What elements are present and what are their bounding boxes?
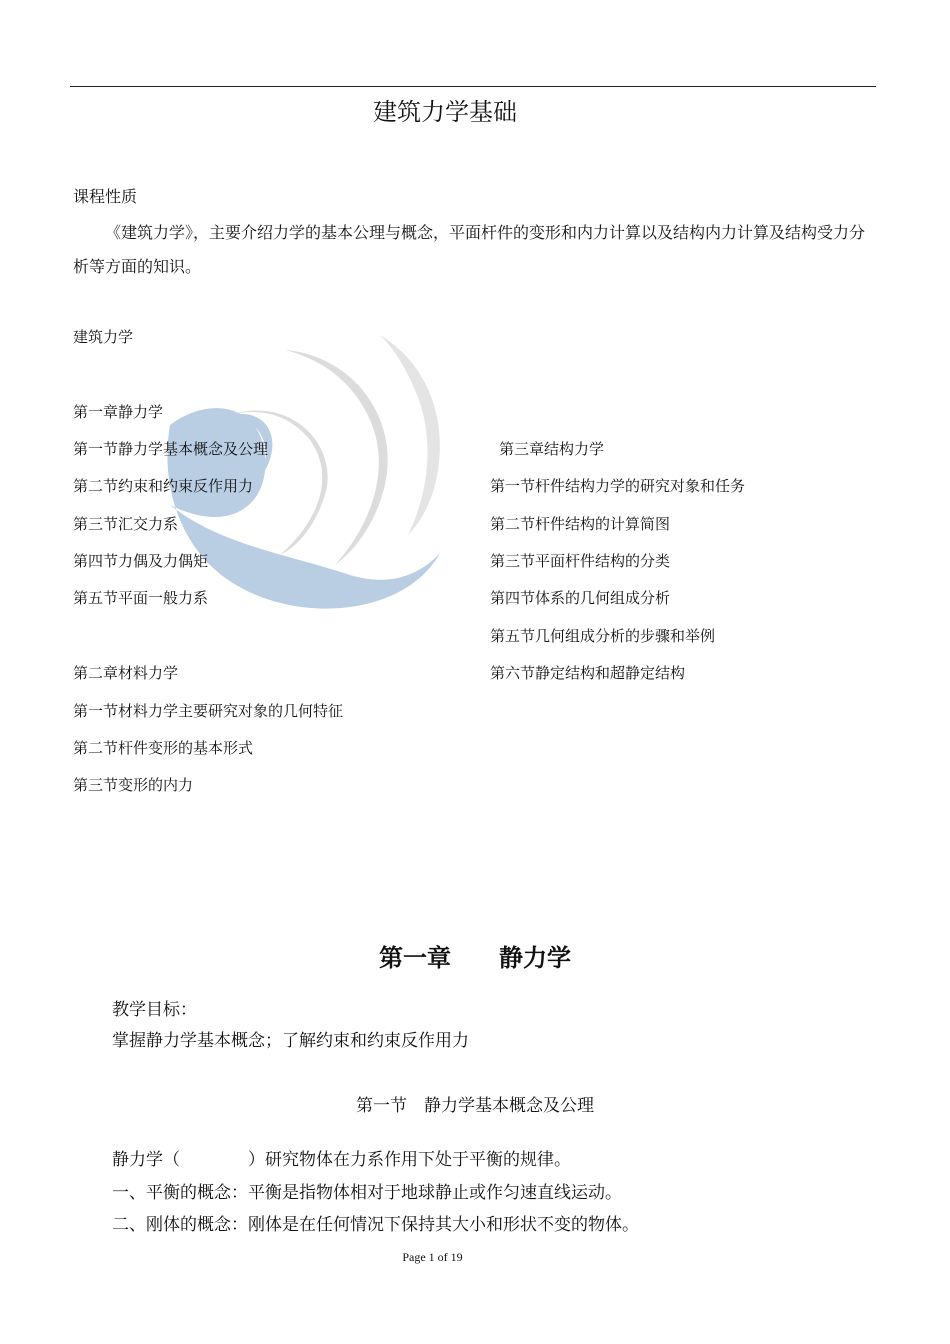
toc-chapter-3[interactable]: 第三章结构力学 bbox=[499, 440, 605, 458]
section-title: 第一节 静力学基本概念及公理 bbox=[356, 1096, 594, 1116]
body-line: 静力学（ ）研究物体在力系作用下处于平衡的规律。 bbox=[112, 1150, 571, 1170]
toc-item[interactable]: 第五节几何组成分析的步骤和举例 bbox=[490, 627, 716, 645]
chapter-title: 第一章 静力学 bbox=[379, 943, 571, 972]
section-heading: 课程性质 bbox=[73, 187, 138, 206]
objective-label: 教学目标： bbox=[112, 1000, 197, 1020]
toc-item[interactable]: 第二节杆件变形的基本形式 bbox=[73, 739, 254, 757]
body-line: 一、平衡的概念：平衡是指物体相对于地球静止或作匀速直线运动。 bbox=[112, 1183, 622, 1203]
toc-item[interactable]: 第三节平面杆件结构的分类 bbox=[490, 552, 671, 570]
toc-chapter-2[interactable]: 第二章材料力学 bbox=[73, 664, 179, 682]
top-rule bbox=[70, 86, 876, 87]
toc-heading: 建筑力学 bbox=[73, 328, 134, 346]
toc-item[interactable]: 第一节材料力学主要研究对象的几何特征 bbox=[73, 702, 344, 720]
toc-chapter-1[interactable]: 第一章静力学 bbox=[73, 403, 164, 421]
toc-item[interactable]: 第五节平面一般力系 bbox=[73, 589, 209, 607]
toc-item[interactable]: 第二节约束和约束反作用力 bbox=[73, 477, 254, 495]
toc-item[interactable]: 第一节杆件结构力学的研究对象和任务 bbox=[490, 477, 746, 495]
toc-item[interactable]: 第三节汇交力系 bbox=[73, 515, 179, 533]
toc-item[interactable]: 第一节静力学基本概念及公理 bbox=[73, 440, 269, 458]
toc-item[interactable]: 第三节变形的内力 bbox=[73, 776, 194, 794]
toc-item[interactable]: 第四节力偶及力偶矩 bbox=[73, 552, 209, 570]
intro-paragraph: 《建筑力学》，主要介绍力学的基本公理与概念，平面杆件的变形和内力计算以及结构内力计算及结构受力分析等方面的知识。 bbox=[73, 223, 866, 276]
watermark-gray-arc-outer bbox=[380, 335, 440, 535]
toc-item[interactable]: 第二节杆件结构的计算简图 bbox=[490, 515, 671, 533]
document-title: 建筑力学基础 bbox=[373, 98, 517, 126]
objective-text: 掌握静力学基本概念；了解约束和约束反作用力 bbox=[112, 1031, 469, 1051]
watermark-gray-arc-middle bbox=[285, 350, 388, 565]
toc-item[interactable]: 第六节静定结构和超静定结构 bbox=[490, 664, 686, 682]
page-footer: Page 1 of 19 bbox=[402, 1250, 463, 1264]
body-line: 二、刚体的概念：刚体是在任何情况下保持其大小和形状不变的物体。 bbox=[112, 1215, 639, 1235]
toc-item[interactable]: 第四节体系的几何组成分析 bbox=[490, 589, 671, 607]
